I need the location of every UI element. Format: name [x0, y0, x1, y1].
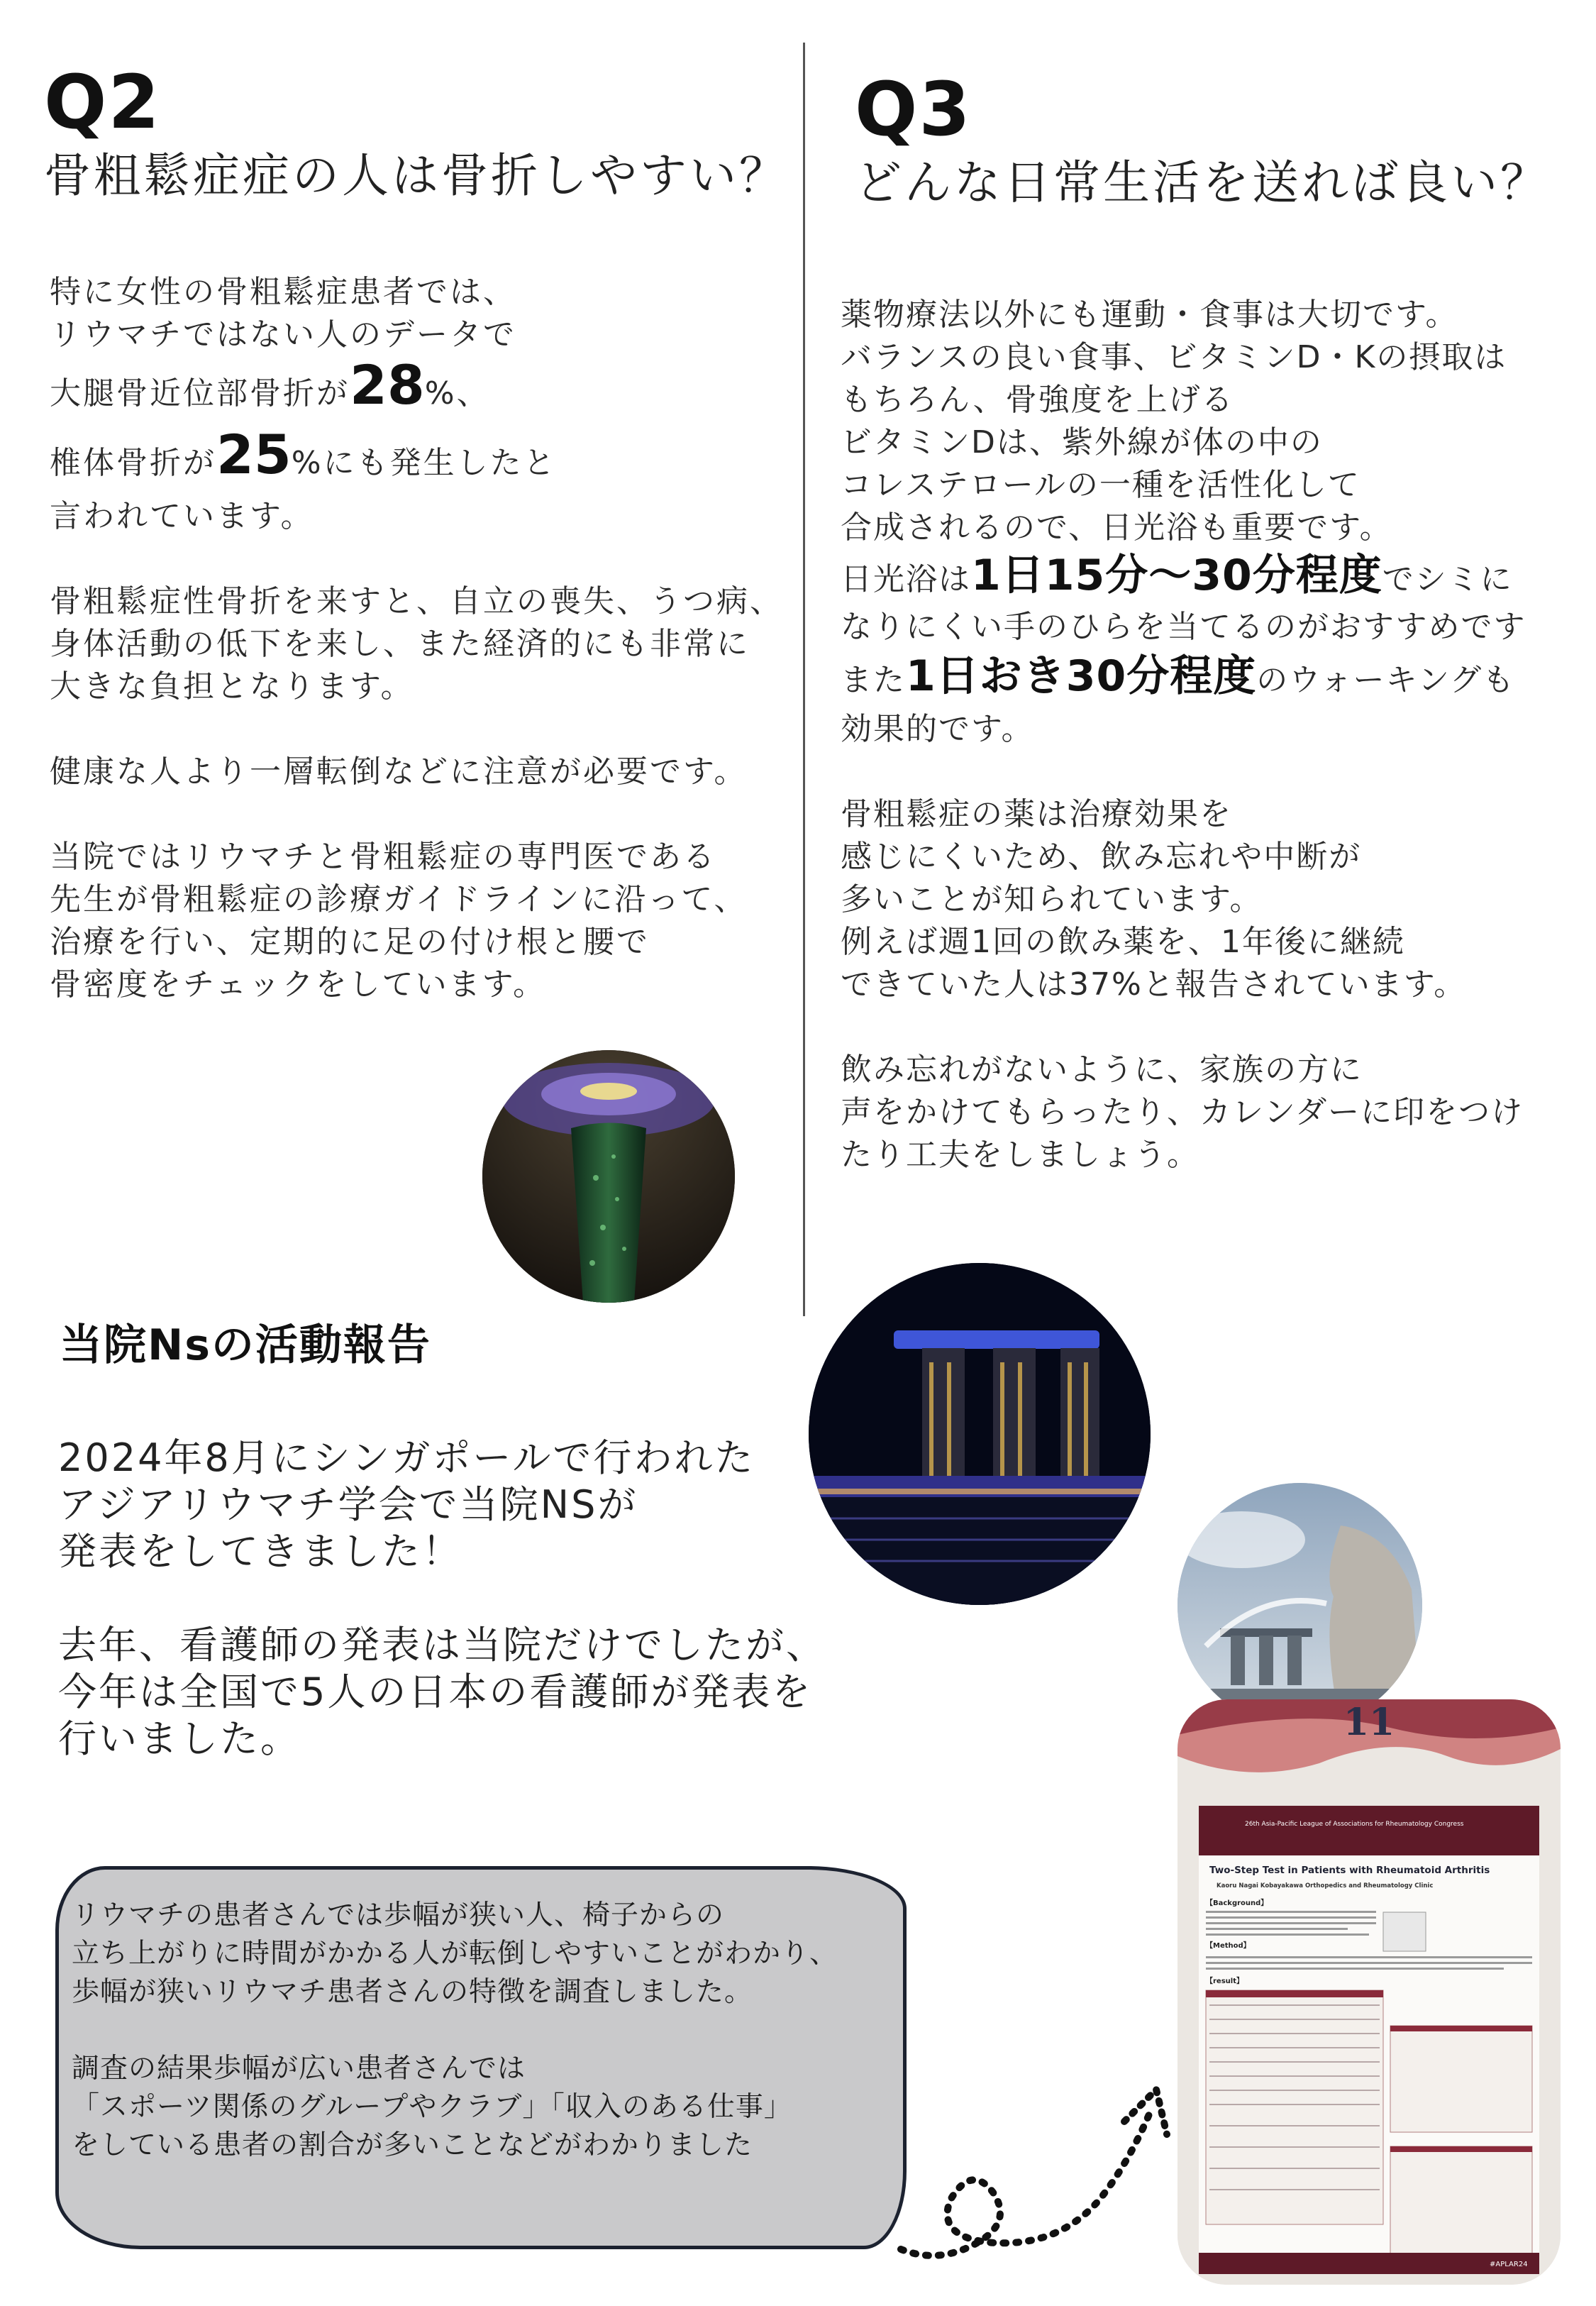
q3-text-line: できていた人は37%と報告されています。 — [841, 966, 1467, 1003]
callout-line: 立ち上がりに時間がかかる人が転倒しやすいことがわかり、 — [72, 1938, 838, 1970]
poster-authors: Kaoru Nagai Kobayakawa Orthopedics and Rheumatology Clinic — [1217, 1882, 1434, 1890]
q3-text-line — [841, 549, 1526, 606]
q3-text-line: 骨粗鬆症の薬は治療効果を — [841, 796, 1232, 832]
q3-text-span: 日光浴は — [841, 561, 971, 597]
q3-text-span: また — [841, 662, 906, 698]
q2-text-line: 骨密度をチェックをしています。 — [50, 966, 547, 1003]
report-text-line: 今年は全国で5人の日本の看護師が発表を — [58, 1670, 813, 1714]
q3-text-line: コレステロールの一種を活性化して — [841, 467, 1361, 503]
q2-text-line — [50, 423, 783, 495]
q2-text-span: %、 — [424, 375, 490, 412]
supertree-photo — [482, 1050, 735, 1303]
vertebral-fracture-percent: 25 — [216, 423, 292, 486]
q3-text-line: たり工夫をしましょう。 — [841, 1137, 1199, 1173]
q3-text-line: 効果的です。 — [841, 711, 1034, 747]
q2-text-line: 特に女性の骨粗鬆症患者では、 — [50, 274, 516, 310]
q3-body — [841, 294, 1526, 1176]
report-text-line: 発表をしてきました！ — [58, 1529, 462, 1574]
report-body — [58, 1435, 826, 1762]
marina-bay-illustration — [809, 1263, 1151, 1605]
poster-title: Two-Step Test in Patients with Rheumatoid Arthritis — [1209, 1865, 1490, 1876]
merlion-illustration — [1177, 1483, 1422, 1728]
column-divider — [803, 43, 805, 1316]
callout-line: 調査の結果歩幅が広い患者さんでは — [72, 2053, 526, 2085]
supertree-illustration — [482, 1050, 735, 1303]
q3-text-line: 薬物療法以外にも運動・食事は大切です。 — [841, 297, 1458, 333]
merlion-photo — [1177, 1483, 1422, 1728]
research-summary-callout — [55, 1866, 907, 2249]
q3-text-line: 飲み忘れがないように、家族の方に — [841, 1052, 1363, 1088]
q2-text-line — [50, 353, 783, 423]
poster-result-heading: 【result】 — [1206, 1977, 1243, 1985]
poster-board-number: 11 — [1343, 1701, 1395, 1744]
q3-text-line — [841, 649, 1526, 708]
q3-text-line: 声をかけてもらったり、カレンダーに印をつけ — [841, 1094, 1524, 1130]
poster-congress: 26th Asia-Pacific League of Associations for Rheumatology Congress — [1245, 1821, 1464, 1828]
q2-text-line: リウマチではない人のデータで — [50, 316, 516, 353]
report-text-line: アジアリウマチ学会で当院NSが — [58, 1482, 638, 1527]
q3-number: Q3 — [855, 66, 972, 153]
q2-text-line: 言われています。 — [50, 498, 314, 534]
q2-body — [50, 271, 783, 1006]
q2-number: Q2 — [44, 59, 161, 145]
conference-poster-photo — [1177, 1699, 1561, 2285]
report-text-line: 2024年8月にシンガポールで行われた — [58, 1435, 755, 1480]
q3-text-line: もちろん、骨強度を上げる — [841, 382, 1234, 418]
q3-text-line: 感じにくいため、飲み忘れや中断が — [841, 839, 1362, 875]
q2-text-line: 健康な人より一層転倒などに注意が必要です。 — [50, 754, 748, 790]
q2-text-line: 当院ではリウマチと骨粗鬆症の専門医である — [50, 839, 716, 875]
q3-text-span: のウォーキングも — [1256, 662, 1516, 698]
report-heading: 当院Nsの活動報告 — [60, 1320, 431, 1370]
q2-text-span: %にも発生したと — [291, 445, 557, 481]
sunbath-duration: 1日15分〜30分程度 — [971, 551, 1382, 600]
q3-text-line: 合成されるので、日光浴も重要です。 — [841, 509, 1392, 546]
q3-text-line: バランスの良い食事、ビタミンD・Kの摂取は — [841, 339, 1507, 375]
callout-line: をしている患者の割合が多いことなどがわかりました — [72, 2129, 753, 2161]
q3-text-line: なりにくい手のひらを当てるのがおすすめです — [841, 609, 1526, 645]
q2-text-span: 大腿骨近位部骨折が — [50, 375, 350, 412]
q3-text-line: 多いことが知られています。 — [841, 881, 1263, 917]
marina-bay-night-photo — [809, 1263, 1151, 1605]
q2-text-line: 身体活動の低下を来し、また経済的にも非常に — [50, 626, 750, 662]
poster-background-heading: 【Background】 — [1206, 1899, 1268, 1907]
callout-text — [72, 1897, 838, 2165]
q2-title: 骨粗鬆症症の人は骨折しやすい？ — [44, 148, 789, 203]
q2-text-line: 骨粗鬆症性骨折を来すと、自立の喪失、うつ病、 — [50, 583, 783, 619]
q2-text-line: 治療を行い、定期的に足の付け根と腰で — [50, 924, 650, 960]
callout-line: 歩幅が狭いリウマチ患者さんの特徴を調査しました。 — [72, 1976, 753, 2008]
walking-duration: 1日おき30分程度 — [906, 651, 1257, 701]
q2-text-line: 大きな負担となります。 — [50, 668, 414, 705]
callout-line: 「スポーツ関係のグループやクラブ」「収入のある仕事」 — [72, 2091, 792, 2123]
poster-method-heading: 【Method】 — [1206, 1942, 1251, 1950]
q2-text-line: 先生が骨粗鬆症の診療ガイドラインに沿って、 — [50, 881, 748, 917]
callout-line: リウマチの患者さんでは歩幅が狭い人、椅子からの — [72, 1899, 725, 1931]
poster-illustration — [1177, 1699, 1561, 2285]
q2-text-span: 椎体骨折が — [50, 445, 216, 481]
q3-text-line: 例えば週1回の飲み薬を、1年後に継続 — [841, 924, 1405, 960]
poster-hashtag: #APLAR24 — [1490, 2261, 1528, 2268]
report-text-line: 行いました。 — [58, 1716, 301, 1761]
dotted-arrow-icon — [894, 2072, 1192, 2285]
q3-title: どんな日常生活を送れば良い？ — [855, 155, 1550, 210]
femur-fracture-percent: 28 — [350, 353, 425, 416]
q3-text-span: でシミに — [1382, 561, 1513, 597]
report-text-line: 去年、看護師の発表は当院だけでしたが、 — [58, 1623, 826, 1667]
q3-text-line: ビタミンDは、紫外線が体の中の — [841, 424, 1323, 460]
